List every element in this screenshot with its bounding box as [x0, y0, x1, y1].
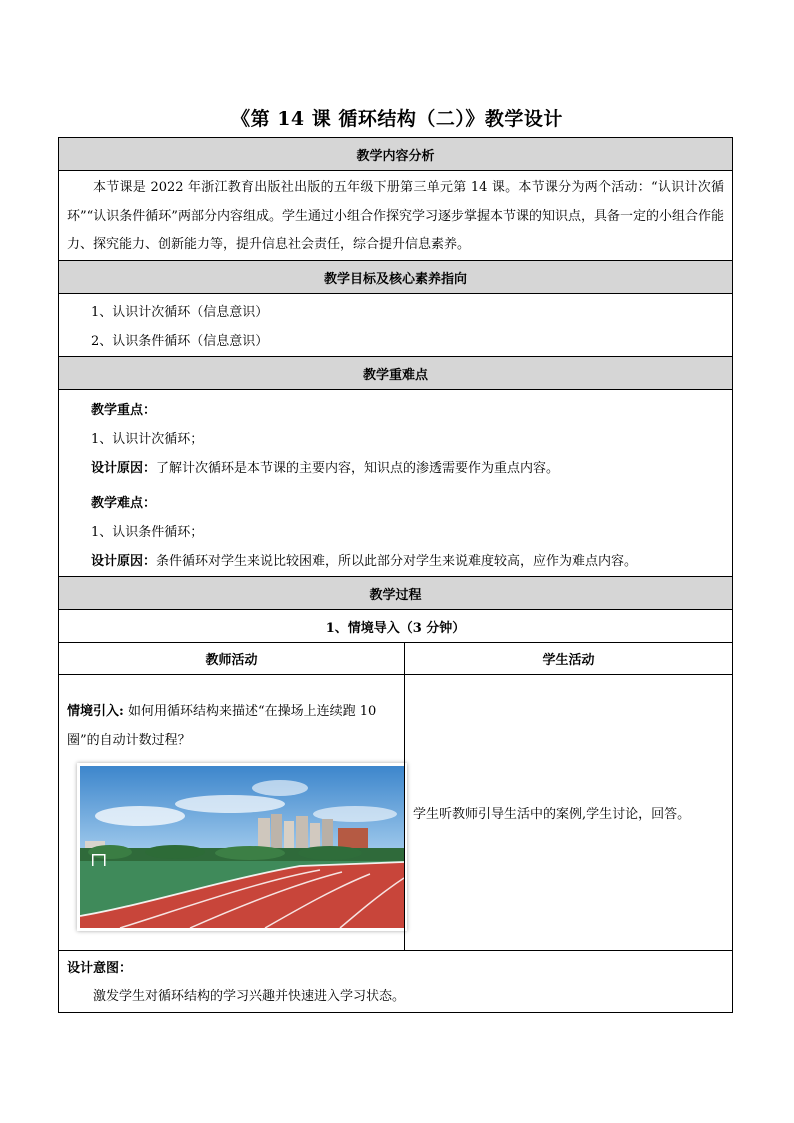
teacher-text: 如何用循环结构来描述“在操场上连续跑 10 圈”的自动计数过程？ [67, 704, 377, 748]
design-intent-cell [59, 951, 733, 1013]
key-points-cell [59, 390, 733, 577]
track-photo-image [80, 766, 404, 928]
content-analysis-text: 本节课是 2022 年浙江教育出版社出版的五年级下册第三单元第 14 课。本节课分为两个活动：“认识计次循环”“认识条件循环”两部分内容组成。学生通过小组合作探究学习逐步掌握本节课的知识点，具备一定的小组合作能力、探究能力、创新能力等，提升信息社会责任，综合提升信息素养。 [67, 180, 725, 253]
track-photo [77, 763, 407, 931]
content-analysis-cell [59, 171, 733, 261]
lesson-plan-table [58, 137, 733, 1013]
teacher-activity-cell [59, 675, 405, 951]
difficulty-item: 1、认识条件循环； [91, 525, 204, 540]
section-header-content-analysis: 教学内容分析 [59, 138, 733, 171]
focus-reason-label: 设计原因： [91, 461, 157, 476]
student-activity-header: 学生活动 [405, 643, 733, 675]
student-activity-cell [405, 675, 733, 951]
intent-label: 设计意图： [67, 961, 133, 976]
page-title: 《第 14 课 循环结构（二）》教学设计 [231, 108, 563, 130]
intent-text: 激发学生对循环结构的学习兴趣并快速进入学习状态。 [93, 989, 406, 1004]
difficulty-label: 教学难点： [91, 496, 157, 511]
objective-item: 2、认识条件循环（信息意识） [91, 334, 269, 349]
focus-item: 1、认识计次循环； [91, 432, 204, 447]
section-header-key-points: 教学重难点 [59, 357, 733, 390]
difficulty-reason-text: 条件循环对学生来说比较困难，所以此部分对学生来说难度较高，应作为难点内容。 [156, 554, 638, 569]
objective-item: 1、认识计次循环（信息意识） [91, 305, 269, 320]
focus-label: 教学重点： [91, 403, 157, 418]
objectives-cell [59, 294, 733, 357]
teacher-activity-header: 教师活动 [59, 643, 405, 675]
teacher-label: 情境引入: [67, 704, 124, 719]
step-title: 1、情境导入（3 分钟） [59, 610, 733, 643]
difficulty-reason-label: 设计原因： [91, 554, 157, 569]
student-text: 学生听教师引导生活中的案例,学生讨论，回答。 [413, 806, 691, 822]
section-header-objectives: 教学目标及核心素养指向 [59, 261, 733, 294]
section-header-process: 教学过程 [59, 577, 733, 610]
focus-reason-text: 了解计次循环是本节课的主要内容，知识点的渗透需要作为重点内容。 [156, 461, 560, 476]
